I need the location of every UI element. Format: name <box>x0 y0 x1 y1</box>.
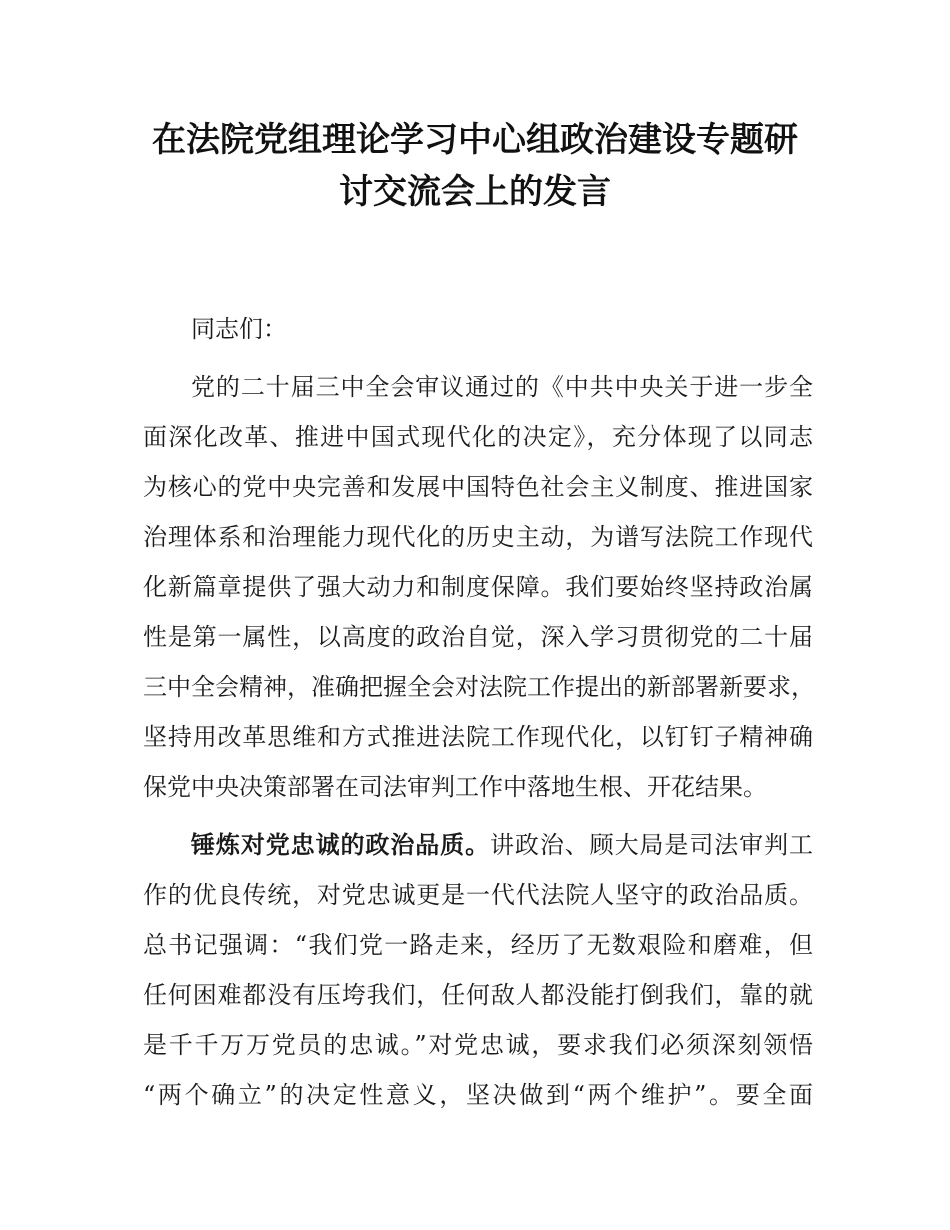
paragraph-1 <box>143 362 813 812</box>
paragraph-line <box>143 820 813 870</box>
paragraph-2 <box>143 820 813 1120</box>
section-lead-heading: 锤炼对党忠诚的政治品质。 <box>191 831 490 859</box>
paragraph-line: 化新篇章提供了强大动力和制度保障。我们要始终坚持政治属 <box>143 573 813 601</box>
paragraph-line: 任何困难都没有压垮我们，任何敌人都没能打倒我们，靠的就 <box>143 981 813 1009</box>
paragraph-line: 坚持用改革思维和方式推进法院工作现代化，以钉钉子精神确 <box>143 723 813 751</box>
salutation-paragraph <box>143 304 813 354</box>
paragraph-line: 作的优良传统，对党忠诚更是一代代法院人坚守的政治品质。 <box>143 881 813 909</box>
title-line-1: 在法院党组理论学习中心组政治建设专题研 <box>152 120 798 160</box>
paragraph-line: 治理体系和治理能力现代化的历史主动，为谱写法院工作现代 <box>143 523 813 551</box>
salutation: 同志们： <box>191 315 287 343</box>
paragraph-line: 三中全会精神，准确把握全会对法院工作提出的新部署新要求， <box>143 673 815 701</box>
paragraph-line: 总书记强调：“我们党一路走来，经历了无数艰险和磨难，但 <box>143 931 813 959</box>
document-body <box>143 304 813 1120</box>
paragraph-line: 面深化改革、推进中国式现代化的决定》，充分体现了以同志 <box>143 423 813 451</box>
paragraph-line: 党的二十届三中全会审议通过的《中共中央关于进一步全 <box>191 373 813 401</box>
document-title <box>100 114 850 218</box>
lead-line-rest: 讲政治、顾大局是司法审判工 <box>490 831 813 859</box>
paragraph-line: 保党中央决策部署在司法审判工作中落地生根、开花结果。 <box>143 773 767 801</box>
paragraph-line: 性是第一属性，以高度的政治自觉，深入学习贯彻党的二十届 <box>143 623 813 651</box>
title-line-2: 讨交流会上的发言 <box>339 172 611 212</box>
paragraph-line: 为核心的党中央完善和发展中国特色社会主义制度、推进国家 <box>143 473 813 501</box>
paragraph-line: 是千千万万党员的忠诚。”对党忠诚，要求我们必须深刻领悟 <box>143 1031 813 1059</box>
paragraph-line: “两个确立”的决定性意义，坚决做到“两个维护”。要全面 <box>143 1081 813 1109</box>
